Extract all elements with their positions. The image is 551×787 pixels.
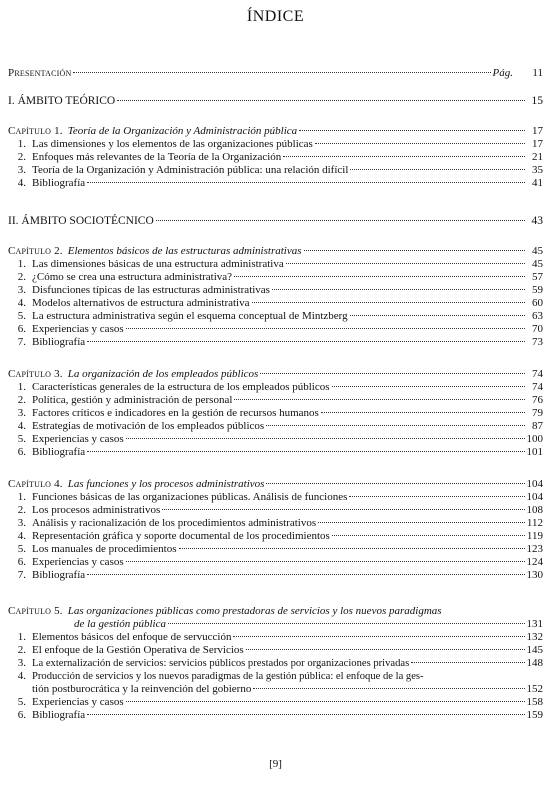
page-number: 158	[526, 696, 543, 708]
page-number: 63	[532, 310, 543, 322]
item-number: 6.	[17, 556, 26, 568]
toc-item	[8, 709, 543, 721]
item-number: 7.	[17, 569, 26, 581]
dot-leader	[286, 263, 525, 264]
section-label: I. ÁMBITO TEÓRICO	[8, 95, 116, 107]
page-number: 145	[526, 644, 543, 656]
item-text: Modelos alternativos de estructura administrativa	[32, 297, 250, 309]
dot-leader	[272, 289, 525, 290]
dot-leader	[126, 701, 525, 702]
item-text: Producción de servicios y los nuevos paradigmas de la gestión pública: el enfoque de la ges-	[32, 671, 424, 682]
dot-leader	[349, 496, 524, 497]
toc-chapter-2	[8, 245, 543, 257]
section-label: II. ÁMBITO SOCIOTÉCNICO	[8, 215, 154, 227]
page-number: 60	[532, 297, 543, 309]
page-number: 59	[532, 284, 543, 296]
item-text: Bibliografía	[32, 709, 86, 721]
toc-item	[8, 407, 543, 419]
dot-leader	[87, 182, 525, 183]
toc-item	[8, 696, 543, 708]
toc-item	[8, 258, 543, 270]
item-number: 4.	[17, 177, 26, 189]
toc-entry-presentacion	[8, 67, 543, 79]
item-number: 7.	[17, 336, 26, 348]
dot-leader	[299, 130, 525, 131]
item-number: 1.	[17, 258, 26, 270]
page-number: 130	[526, 569, 543, 581]
dot-leader	[246, 649, 525, 650]
page-number: 15	[531, 95, 543, 107]
presentacion-label: Presentación	[8, 67, 72, 79]
toc-item	[8, 138, 543, 150]
chapter-title: Las organizaciones públicas como prestadoras de servicios y los nuevos paradigmas	[67, 605, 442, 617]
page-number: 100	[526, 433, 543, 445]
dot-leader	[234, 399, 525, 400]
item-number: 3.	[17, 284, 26, 296]
item-text: Experiencias y casos	[32, 556, 124, 568]
page-number: 45	[532, 258, 543, 270]
page-number: 104	[526, 478, 543, 490]
item-text: La estructura administrativa según el esquema conceptual de Mintzberg	[32, 310, 348, 322]
page-number: 159	[526, 709, 543, 721]
item-number: 1.	[17, 491, 26, 503]
item-number: 6.	[17, 446, 26, 458]
dot-leader	[260, 373, 525, 374]
page-number: 17	[532, 125, 543, 137]
item-text-continued: tión postburocrática y la reinvención del gobierno	[32, 683, 252, 695]
toc-item	[8, 491, 543, 503]
dot-leader	[321, 412, 525, 413]
chapter-prefix: Capítulo 4.	[8, 478, 63, 490]
item-text: Enfoques más relevantes de la Teoría de la Organización	[32, 151, 282, 163]
item-text: Bibliografía	[32, 177, 86, 189]
dot-leader	[350, 169, 525, 170]
page-number: 131	[526, 618, 543, 630]
item-number: 2.	[17, 151, 26, 163]
pag-label: Pág.	[492, 67, 513, 79]
item-text: Elementos básicos del enfoque de servucción	[32, 631, 232, 643]
toc-item	[8, 151, 543, 163]
item-text: Política, gestión y administración de personal	[32, 394, 233, 406]
dot-leader	[179, 548, 525, 549]
toc-item	[8, 644, 543, 656]
toc-chapter-3	[8, 368, 543, 380]
item-number: 2.	[17, 271, 26, 283]
page-number: 74	[532, 381, 543, 393]
dot-leader	[87, 714, 524, 715]
dot-leader	[266, 483, 524, 484]
item-number: 5.	[17, 543, 26, 555]
toc-item	[8, 569, 543, 581]
item-text: La externalización de servicios: servicios públicos prestados por organizaciones privadas	[32, 658, 410, 669]
toc-section-ambito-sociotecnico	[8, 215, 543, 227]
item-number: 3.	[17, 657, 26, 669]
item-number: 4.	[17, 420, 26, 432]
chapter-title: La organización de los empleados públicos	[67, 368, 259, 380]
toc-item	[8, 323, 543, 335]
page-number: 104	[526, 491, 543, 503]
page-number: 132	[526, 631, 543, 643]
page-number: 76	[532, 394, 543, 406]
dot-leader	[283, 156, 525, 157]
toc-chapter-1	[8, 125, 543, 137]
toc-chapter-5-line2	[8, 618, 543, 630]
toc-item-multiline	[8, 670, 543, 683]
toc-item	[8, 504, 543, 516]
page-number: 112	[526, 517, 543, 529]
page-number: 11	[532, 67, 543, 79]
page-number: 17	[532, 138, 543, 150]
dot-leader	[126, 561, 525, 562]
chapter-prefix: Capítulo 3.	[8, 368, 63, 380]
item-number: 3.	[17, 407, 26, 419]
dot-leader	[350, 315, 525, 316]
page-number: 108	[526, 504, 543, 516]
toc-chapter-5-line1	[8, 605, 543, 617]
item-text: Análisis y racionalización de los procedimientos administrativos	[32, 517, 317, 529]
item-number: 4.	[17, 530, 26, 542]
toc-item	[8, 420, 543, 432]
item-text: Experiencias y casos	[32, 696, 124, 708]
item-text: Bibliografía	[32, 569, 86, 581]
item-text: Las dimensiones y los elementos de las organizaciones públicas	[32, 138, 313, 150]
item-number: 2.	[17, 644, 26, 656]
page-number: 148	[526, 657, 543, 669]
item-text: Disfunciones típicas de las estructuras administrativas	[32, 284, 270, 296]
toc-item	[8, 271, 543, 283]
page-title: ÍNDICE	[246, 8, 305, 25]
dot-leader	[332, 386, 526, 387]
toc-chapter-4	[8, 478, 543, 490]
dot-leader	[168, 623, 525, 624]
toc-item	[8, 310, 543, 322]
page-folio: [9]	[269, 758, 282, 770]
item-text: Los procesos administrativos	[32, 504, 161, 516]
page-number: 74	[532, 368, 543, 380]
dot-leader	[156, 220, 525, 221]
toc-item	[8, 381, 543, 393]
item-text: ¿Cómo se crea una estructura administrativa?	[32, 271, 233, 283]
dot-leader	[73, 72, 490, 73]
dot-leader	[126, 438, 525, 439]
item-text: Representación gráfica y soporte documental de los procedimientos	[32, 530, 330, 542]
toc-item	[8, 164, 543, 176]
item-number: 3.	[17, 164, 26, 176]
chapter-title-continued: de la gestión pública	[74, 618, 166, 630]
page-number: 123	[526, 543, 543, 555]
dot-leader	[162, 509, 524, 510]
item-text: Características generales de la estructura de los empleados públicos	[32, 381, 330, 393]
page-number: 124	[526, 556, 543, 568]
item-text: Los manuales de procedimientos	[32, 543, 177, 555]
item-number: 4.	[17, 670, 26, 682]
dot-leader	[315, 143, 525, 144]
item-number: 5.	[17, 696, 26, 708]
item-number: 2.	[17, 394, 26, 406]
toc-item	[8, 631, 543, 643]
toc-item	[8, 556, 543, 568]
page-number: 87	[532, 420, 543, 432]
dot-leader	[233, 636, 524, 637]
chapter-prefix: Capítulo 2.	[8, 245, 63, 257]
dot-leader	[117, 100, 525, 101]
item-number: 6.	[17, 709, 26, 721]
toc-item	[8, 543, 543, 555]
dot-leader	[411, 662, 524, 663]
toc-item	[8, 297, 543, 309]
page-number: 43	[531, 215, 543, 227]
dot-leader	[87, 341, 525, 342]
page-number: 21	[532, 151, 543, 163]
page-number: 152	[526, 683, 543, 695]
item-text: Funciones básicas de las organizaciones públicas. Análisis de funciones	[32, 491, 348, 503]
toc-item	[8, 284, 543, 296]
item-text: Bibliografía	[32, 446, 86, 458]
item-number: 1.	[17, 138, 26, 150]
item-text: Experiencias y casos	[32, 433, 124, 445]
toc-section-ambito-teorico	[8, 95, 543, 107]
toc-item	[8, 394, 543, 406]
item-number: 1.	[17, 381, 26, 393]
dot-leader	[332, 535, 525, 536]
item-text: Bibliografía	[32, 336, 86, 348]
page-number: 70	[532, 323, 543, 335]
item-text: Las dimensiones básicas de una estructura administrativa	[32, 258, 284, 270]
page-number: 101	[526, 446, 543, 458]
item-text: Estrategias de motivación de los empleados públicos	[32, 420, 265, 432]
dot-leader	[253, 688, 524, 689]
toc-item	[8, 446, 543, 458]
dot-leader	[318, 522, 525, 523]
item-number: 5.	[17, 433, 26, 445]
item-text: El enfoque de la Gestión Operativa de Servicios	[32, 644, 244, 656]
chapter-title: Elementos básicos de las estructuras administrativas	[67, 245, 302, 257]
chapter-prefix: Capítulo 1.	[8, 125, 63, 137]
item-text: Factores críticos e indicadores en la gestión de recursos humanos	[32, 407, 319, 419]
dot-leader	[252, 302, 526, 303]
toc-item	[8, 657, 543, 670]
item-number: 2.	[17, 504, 26, 516]
toc-item	[8, 530, 543, 542]
page-number: 73	[532, 336, 543, 348]
item-number: 3.	[17, 517, 26, 529]
page-number: 119	[526, 530, 543, 542]
dot-leader	[87, 451, 524, 452]
item-number: 1.	[17, 631, 26, 643]
chapter-title: Las funciones y los procesos administrativos	[67, 478, 265, 490]
item-text: Experiencias y casos	[32, 323, 124, 335]
chapter-title: Teoría de la Organización y Administración pública	[67, 125, 298, 137]
dot-leader	[87, 574, 524, 575]
chapter-prefix: Capítulo 5.	[8, 605, 63, 617]
toc-item	[8, 177, 543, 189]
dot-leader	[234, 276, 525, 277]
toc-item-continued	[8, 683, 543, 695]
item-number: 5.	[17, 310, 26, 322]
page-number: 45	[532, 245, 543, 257]
toc-item	[8, 517, 543, 529]
page-number: 57	[532, 271, 543, 283]
toc-item	[8, 433, 543, 445]
dot-leader	[126, 328, 525, 329]
toc-item	[8, 336, 543, 348]
page-number: 35	[532, 164, 543, 176]
page-number: 79	[532, 407, 543, 419]
item-number: 6.	[17, 323, 26, 335]
item-text: Teoría de la Organización y Administración pública: una relación difícil	[32, 164, 349, 176]
page-number: 41	[532, 177, 543, 189]
dot-leader	[266, 425, 525, 426]
item-number: 4.	[17, 297, 26, 309]
dot-leader	[304, 250, 525, 251]
